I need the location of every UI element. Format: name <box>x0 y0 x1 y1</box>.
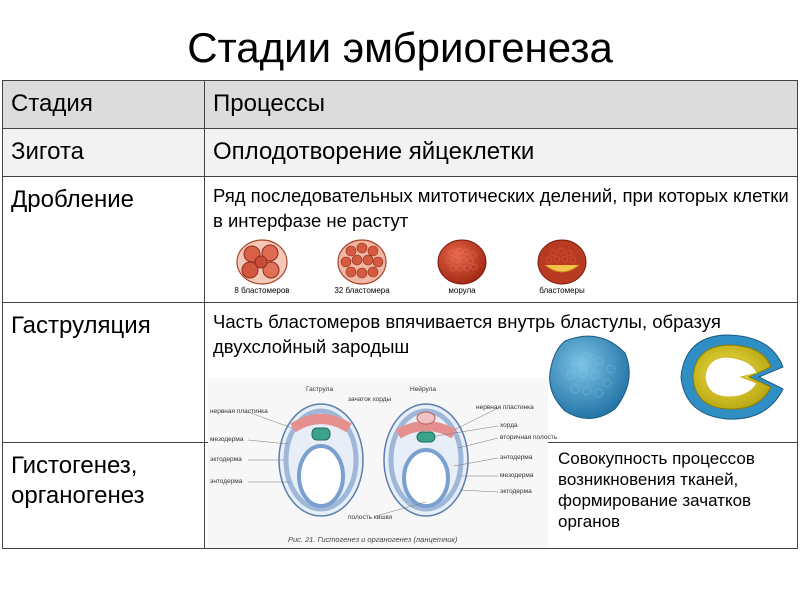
gastrula-images <box>545 331 795 428</box>
process-cell: Ряд последовательных митотических делений, при которых клетки в интерфазе не растут 8 бластомеров 32 бластомера морула бластомеры <box>205 177 798 303</box>
histogenesis-process-text: Совокупность процессов возникновения тканей, формирование зачатков органов <box>558 448 796 532</box>
label-chord: зачаток хорды <box>348 396 392 403</box>
label-mesoderm-right: мезодерма <box>500 472 534 479</box>
label-endoderm-right: энтодерма <box>500 454 533 461</box>
stage-cell: Дробление <box>3 177 205 303</box>
label-ectoderm-right: эктодерма <box>500 488 532 495</box>
process-cell: Часть бластомеров впячивается внутрь бластулы, образуя двухслойный зародыш <box>205 303 798 443</box>
table-row <box>3 177 798 303</box>
label-plate-left: нервная пластинка <box>210 408 268 415</box>
blastula-image <box>517 239 607 295</box>
image-caption: морула <box>448 286 476 295</box>
label-cavity2: вторичная полость <box>500 434 558 441</box>
label-neurula: Нейрула <box>410 386 436 393</box>
page-title: Стадии эмбриогенеза <box>187 24 613 71</box>
image-caption: бластомеры <box>539 286 585 295</box>
stage-cell: Зигота <box>3 129 205 177</box>
morula-image <box>417 239 507 295</box>
header-stage: Стадия <box>3 81 205 129</box>
label-plate-right: нервная пластинка <box>476 404 534 411</box>
label-gastrula: Гаструла <box>306 386 334 393</box>
blastomeres-32-image <box>317 239 407 295</box>
process-cell: Оплодотворение яйцеклетки <box>205 129 798 177</box>
figure-caption: Рис. 21. Гистогенез и органогенез (ланцетник) <box>288 535 458 544</box>
image-caption: 32 бластомера <box>334 286 390 295</box>
image-caption: 8 бластомеров <box>234 286 290 295</box>
cleavage-images <box>217 239 777 299</box>
stage-cell: Гистогенез, органогенез <box>3 443 205 549</box>
blastomeres-8-image <box>217 239 307 295</box>
label-ectoderm-left: эктодерма <box>210 456 242 463</box>
table-row <box>3 129 798 177</box>
label-mesoderm-left: мезодерма <box>210 436 244 443</box>
label-endoderm-left: энтодерма <box>210 478 243 485</box>
stage-cell: Гаструляция <box>3 303 205 443</box>
label-chord-right: хорда <box>500 422 518 429</box>
header-process: Процессы <box>205 81 798 129</box>
histogenesis-figure <box>208 378 558 548</box>
label-gut: полость кишки <box>348 514 393 521</box>
table-header-row <box>3 81 798 129</box>
